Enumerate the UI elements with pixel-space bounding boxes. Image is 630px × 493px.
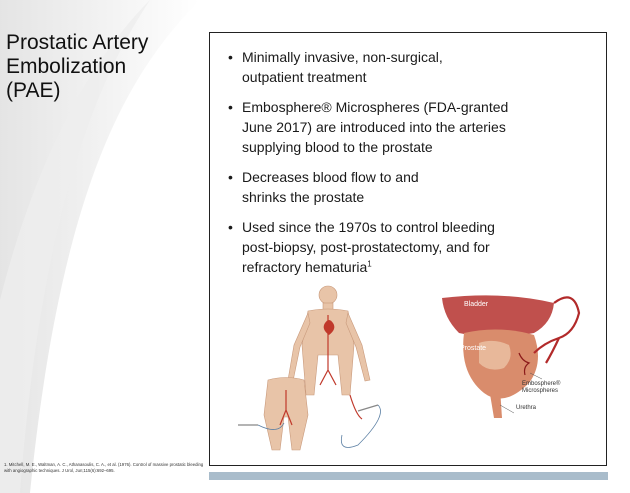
citation-footnote: 1. Mitchell, M. E., Waltman, A. C., Athanasoulis, C. A., et al. (1976). Control of massive prostatic bleeding with angiographic techniques. J Urol, Jun;115(6):692–695. (4, 462, 204, 473)
bullet-item (228, 47, 588, 87)
microspheres-label (522, 381, 560, 395)
microspheres-label-line: Embosphere® (522, 381, 561, 387)
bullet-line: Used since the 1970s to control bleeding (242, 219, 495, 235)
bullet-line: shrinks the prostate (242, 189, 365, 205)
bullet-line: Minimally invasive, non-surgical, (242, 49, 443, 65)
prostate-illustration (434, 293, 584, 418)
title-line: (PAE) (6, 79, 61, 102)
bullet-item (228, 97, 588, 157)
title-line: Embolization (6, 55, 127, 78)
bottom-accent-bar (209, 472, 608, 480)
content-panel (209, 32, 607, 466)
microspheres-label-line: Microspheres (522, 388, 559, 394)
bullet-line: refractory hematuria (242, 259, 368, 275)
bullet-line: June 2017) are introduced into the arteries (242, 119, 506, 135)
prostate-label: Prostate (460, 345, 487, 352)
bullet-list (228, 47, 588, 287)
bullet-line: Embosphere® Microspheres (FDA-granted (242, 99, 509, 115)
bullet-line: Decreases blood flow to and (242, 169, 419, 185)
bullet-line: outpatient treatment (242, 69, 367, 85)
footnote-marker: 1 (367, 259, 372, 269)
bullet-item (228, 167, 588, 207)
bullet-item (228, 217, 588, 277)
title-line: Prostatic Artery (6, 31, 149, 54)
bullet-line: post-biopsy, post-prostatectomy, and for (242, 239, 490, 255)
bladder-label: Bladder (464, 301, 489, 308)
bullet-line: supplying blood to the prostate (242, 139, 433, 155)
urethra-label: Urethra (516, 405, 537, 411)
body-illustration (238, 285, 398, 455)
slide-title (6, 31, 206, 103)
